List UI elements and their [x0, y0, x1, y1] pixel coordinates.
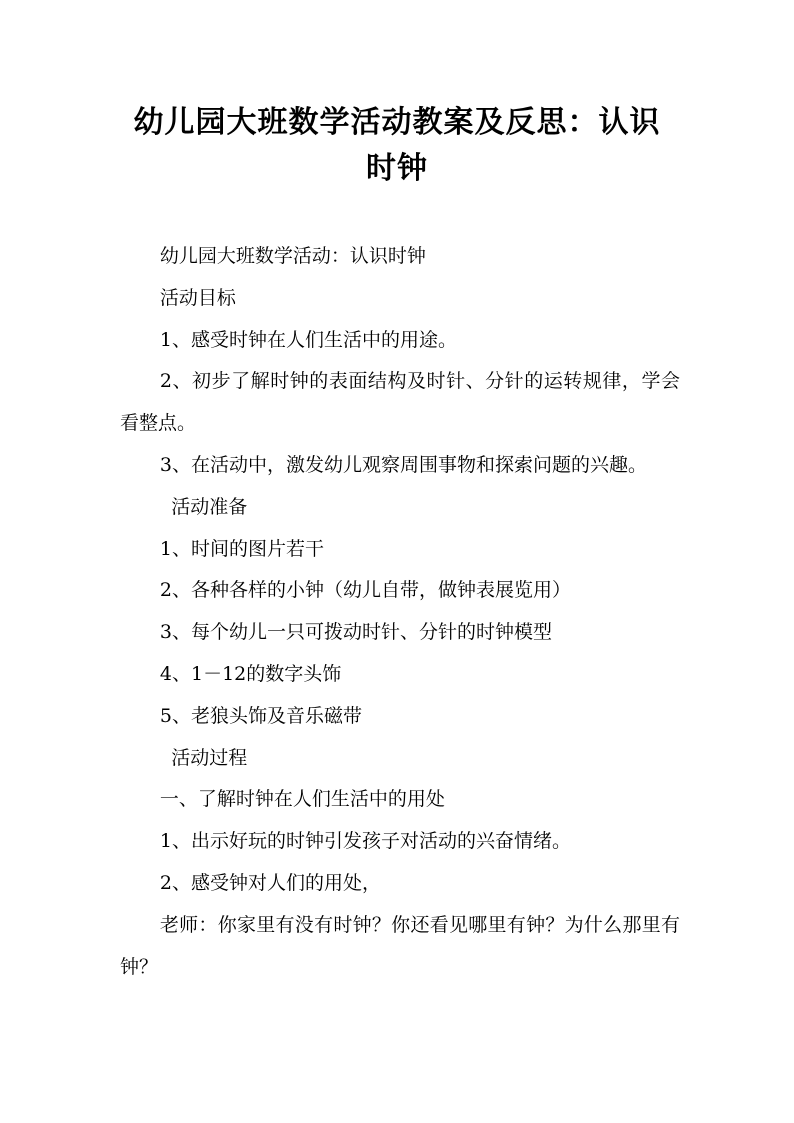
- paragraph: 4、1－12的数字头饰: [159, 662, 342, 685]
- paragraph: 1、感受时钟在人们生活中的用途。: [159, 328, 457, 351]
- paragraph: 一、了解时钟在人们生活中的用处: [159, 788, 445, 811]
- document-title: [110, 100, 684, 192]
- document-body: [120, 236, 680, 988]
- paragraph: 2、初步了解时钟的表面结构及时针、分针的运转规律，学会看整点。: [120, 370, 680, 435]
- title-line-1: 幼儿园大班数学活动教案及反思：认识: [133, 105, 661, 140]
- section-heading: 活动过程: [171, 746, 248, 769]
- paragraph: 幼儿园大班数学活动：认识时钟: [159, 245, 426, 267]
- title-line-2: 时钟: [366, 151, 428, 186]
- paragraph: 2、感受钟对人们的用处，: [159, 871, 381, 894]
- paragraph: 2、各种各样的小钟（幼儿自带，做钟表展览用）: [159, 579, 571, 602]
- paragraph: 3、每个幼儿一只可拨动时针、分针的时钟模型: [159, 621, 552, 644]
- paragraph: 1、时间的图片若干: [159, 537, 324, 560]
- paragraph: 1、出示好玩的时钟引发孩子对活动的兴奋情绪。: [159, 830, 571, 853]
- section-heading: 活动目标: [159, 286, 236, 309]
- paragraph: 老师：你家里有没有时钟？你还看见哪里有钟？为什么那里有钟？: [120, 913, 680, 978]
- paragraph: 5、老狼头饰及音乐磁带: [159, 704, 362, 727]
- paragraph: 3、在活动中，激发幼儿观察周围事物和探索问题的兴趣。: [159, 453, 647, 476]
- section-heading: 活动准备: [171, 495, 248, 518]
